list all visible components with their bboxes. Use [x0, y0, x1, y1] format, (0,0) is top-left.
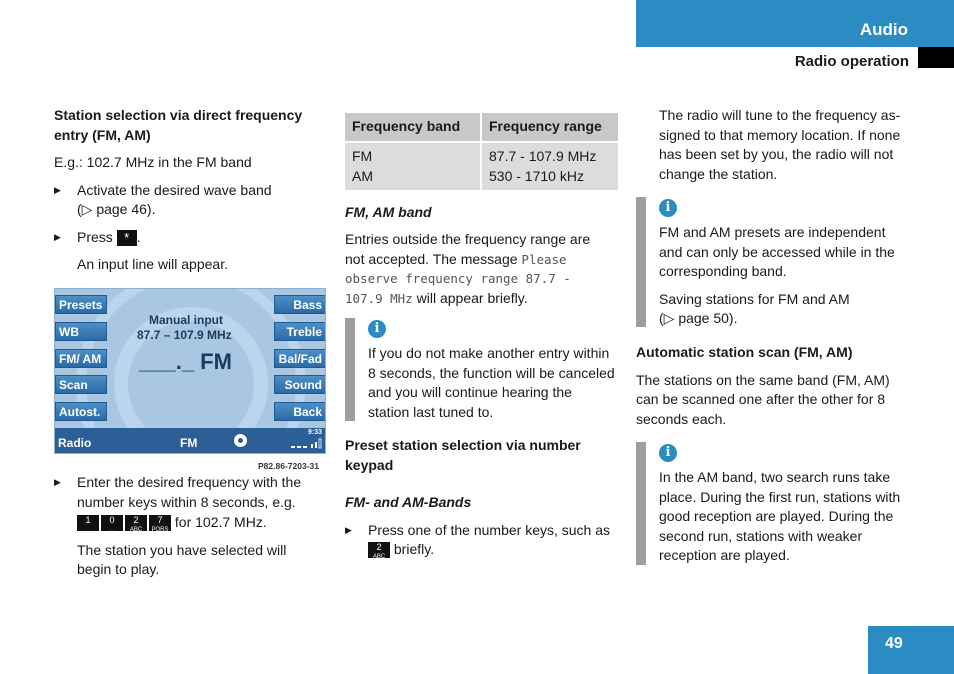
- preset-button: Presets: [55, 295, 107, 314]
- step-result-note: [54, 541, 326, 580]
- clock-label: 9:33: [308, 429, 323, 436]
- sound-button: Sound: [274, 375, 326, 394]
- paragraph-line: signed to that memory location. If none: [659, 126, 901, 143]
- subheading-fm-am-band: FM, AM band: [345, 203, 432, 220]
- column-3-top: [659, 106, 919, 184]
- number-key-icon: 2 ABC: [368, 542, 390, 558]
- table-row: [345, 142, 618, 190]
- manual-input-label: Manual input: [149, 313, 223, 327]
- message-text: Please: [521, 251, 567, 267]
- info-line: If you do not make another entry within: [368, 345, 610, 361]
- column-1-lower: [54, 473, 326, 580]
- band-am: AM: [352, 167, 373, 184]
- example-text: E.g.: 102.7 MHz in the FM band: [54, 154, 252, 170]
- range-am: 530 - 1710 kHz: [489, 167, 584, 184]
- treble-button: Treble: [274, 322, 326, 341]
- bass-button: Bass: [274, 295, 326, 314]
- column-3-middle: [636, 343, 916, 429]
- heading-preset-keypad: [345, 436, 619, 475]
- column-2-lower: [345, 436, 619, 560]
- radio-status-bar: [55, 428, 326, 454]
- step-text: Press: [77, 228, 113, 245]
- step-line: ▶ Activate the desired wave band: [77, 181, 272, 198]
- step-line: ▶ Press one of the number keys, such as: [368, 521, 611, 538]
- star-key-icon: *: [117, 230, 137, 246]
- message-text: observe frequency range 87.7 -: [345, 271, 571, 286]
- step-suffix: for 102.7 MHz.: [174, 514, 267, 530]
- frequency-table: [345, 113, 618, 190]
- info-line: station last tuned to.: [368, 403, 494, 420]
- paragraph-line: has been set by you, the radio will not: [659, 146, 894, 162]
- step-suffix: briefly.: [393, 541, 435, 557]
- page-number-text: 49: [885, 635, 903, 652]
- info-line: FM and AM presets are independent: [659, 224, 886, 240]
- autostore-button: Autost.: [55, 402, 107, 421]
- bar-radio-label: Radio: [58, 436, 92, 450]
- info-icon: i: [659, 199, 677, 217]
- paragraph-line: can be scanned one after the other for 8: [636, 391, 886, 407]
- info-icon: i: [368, 320, 386, 338]
- table-cell: [481, 142, 618, 190]
- page-reference: (▷ page 50).: [659, 310, 738, 326]
- column-1: [54, 106, 326, 275]
- info-line: 8 seconds, the function will be canceled: [368, 364, 615, 381]
- heading-direct-frequency: [54, 106, 326, 145]
- paragraph-out-of-range: [345, 230, 619, 308]
- step-line: ▶ Enter the desired frequency with the: [77, 474, 302, 490]
- frequency-range-label: 87.7 – 107.9 MHz: [137, 328, 232, 342]
- signal-icon: [291, 438, 325, 450]
- step-note: An input line will appear.: [77, 256, 228, 272]
- paragraph-text: not accepted. The message: [345, 250, 518, 267]
- fm-am-button: FM/ AM: [55, 349, 107, 368]
- info-line: In the AM band, two search runs take: [659, 469, 891, 485]
- step-enter-frequency: [54, 473, 326, 533]
- heading-line: Preset station selection via number: [345, 437, 581, 453]
- info-icon: i: [659, 444, 677, 462]
- number-key-icon: 1: [77, 515, 99, 531]
- figure-code: P82.86-7203-31: [258, 461, 319, 471]
- step-punct: .: [136, 228, 141, 245]
- cd-icon: [234, 434, 247, 447]
- section-title: Audio: [859, 20, 908, 39]
- bar-band-label: FM: [180, 436, 198, 450]
- table-header: Frequency range: [481, 113, 618, 142]
- paragraph-line: The radio will tune to the frequency as-: [659, 107, 901, 123]
- number-key-icon: 7 PQRS: [149, 515, 171, 531]
- table-cell: [345, 142, 481, 190]
- band-fm: FM: [352, 147, 373, 164]
- info-line: good reception are played. During the: [659, 508, 894, 524]
- balance-fader-button: Bal/Fad: [274, 349, 326, 368]
- paragraph-line: The stations on the same band (FM, AM): [636, 371, 890, 388]
- info-line: and you will continue hearing the: [368, 384, 572, 400]
- note-line: The station you have selected will: [77, 541, 287, 558]
- key-sequence: [77, 513, 326, 533]
- section-header: [636, 0, 954, 47]
- info-line: place. During the first run, stations with: [659, 488, 901, 505]
- number-key-icon: 0 ␣: [101, 515, 123, 531]
- info-line: Saving stations for FM and AM: [659, 290, 850, 307]
- heading-auto-scan: Automatic station scan (FM, AM): [636, 344, 853, 360]
- range-fm: 87.7 - 107.9 MHz: [489, 147, 597, 164]
- step-press-star: [54, 228, 326, 248]
- table-header: Frequency band: [345, 113, 481, 142]
- info-box-am-search: [636, 442, 916, 565]
- back-button: Back: [274, 402, 326, 421]
- paragraph-auto-scan: [636, 371, 916, 430]
- paragraph-text: will appear briefly.: [416, 289, 528, 306]
- step-press-number: [345, 521, 619, 560]
- heading-line: entry (FM, AM): [54, 126, 151, 143]
- step-line: number keys within 8 seconds, e.g.: [77, 493, 296, 510]
- frequency-entry-line: ___._ FM: [139, 349, 232, 374]
- info-line: second run, stations with weaker: [659, 527, 863, 544]
- page-number: [868, 626, 954, 674]
- paragraph-line: change the station.: [659, 165, 778, 182]
- heading-line: keypad: [345, 456, 394, 473]
- info-line: reception are played.: [659, 547, 790, 563]
- step-activate-band: [54, 181, 326, 220]
- wb-button: WB: [55, 322, 107, 341]
- message-text: 107.9 MHz: [345, 290, 413, 306]
- number-key-icon: 2 ABC: [125, 515, 147, 531]
- scan-button: Scan: [55, 375, 107, 394]
- paragraph-line: seconds each.: [636, 410, 727, 427]
- radio-display-figure: [54, 288, 326, 454]
- note-line: begin to play.: [77, 561, 160, 577]
- subsection-title: Radio operation: [794, 53, 909, 70]
- info-line: and can only be accessed while in the: [659, 243, 895, 260]
- info-box-presets: [636, 197, 916, 327]
- info-box-timeout: [345, 318, 621, 421]
- page-reference: (▷ page 46).: [77, 201, 156, 217]
- header-tab-marker: [918, 47, 954, 68]
- heading-line: Station selection via direct frequency: [54, 107, 303, 123]
- column-2: [345, 113, 619, 308]
- paragraph-line: Entries outside the frequency range are: [345, 231, 591, 247]
- info-line: corresponding band.: [659, 263, 787, 279]
- subheading-fm-am-bands: FM- and AM-Bands: [345, 494, 472, 510]
